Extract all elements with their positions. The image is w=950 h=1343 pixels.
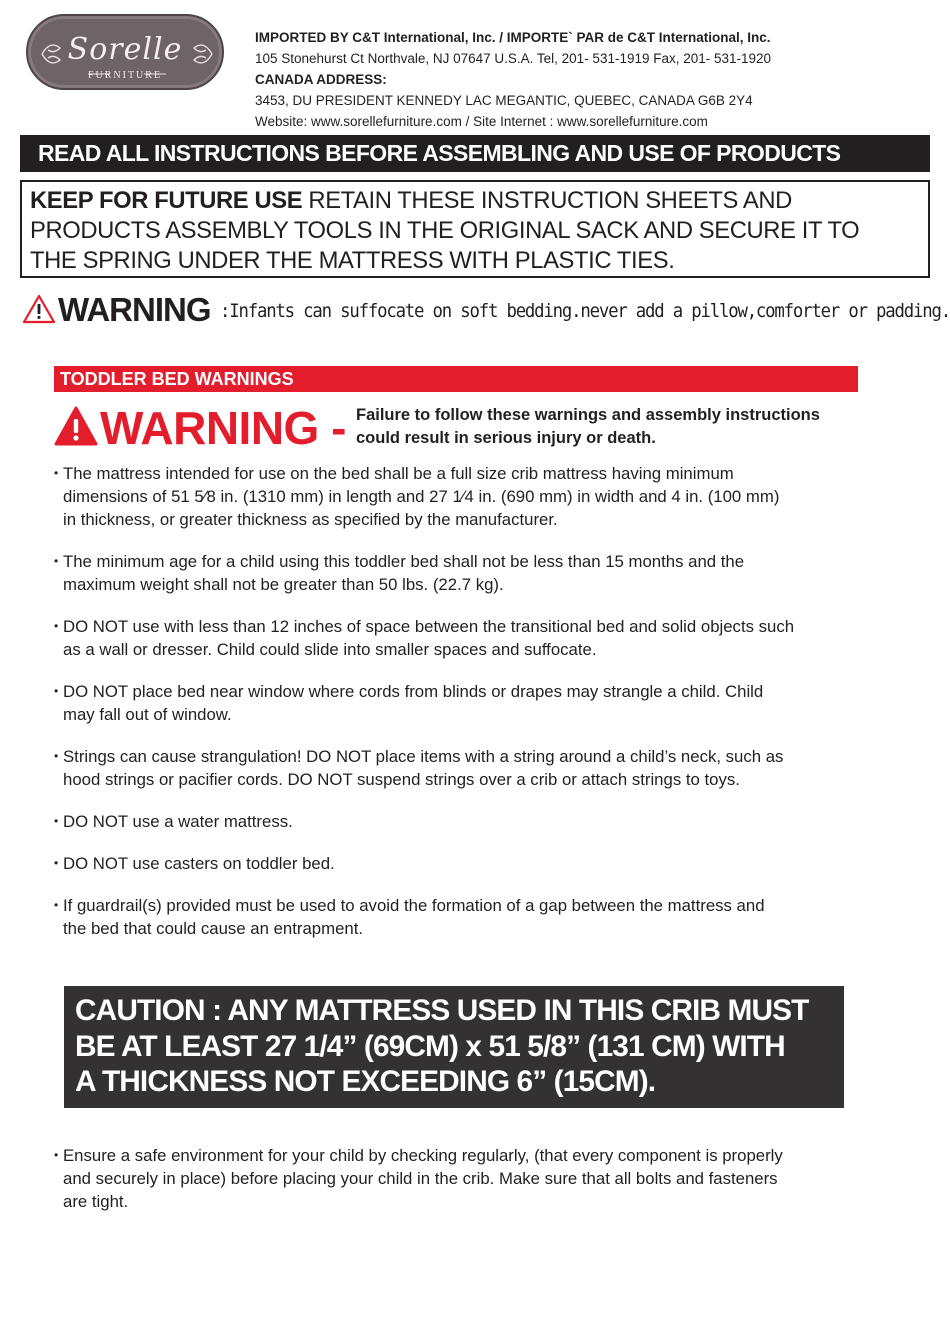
warning-triangle-red-icon — [54, 406, 98, 446]
list-item-line: Strings can cause strangulation! DO NOT place items with a string around a child’s neck, such as — [63, 747, 784, 766]
keep-text-line-2: PRODUCTS ASSEMBLY TOOLS IN THE ORIGINAL SACK AND SECURE IT TO — [30, 217, 860, 244]
failure-warning-line-2: could result in serious injury or death. — [356, 429, 656, 447]
keep-text-line-3: THE SPRING UNDER THE MATTRESS WITH PLASTIC TIES. — [30, 247, 675, 274]
list-item: • DO NOT use a water mattress. — [54, 810, 854, 833]
sorelle-logo — [26, 14, 224, 90]
failure-warning-text — [356, 404, 820, 450]
list-item-line: DO NOT use with less than 12 inches of space between the transitional bed and solid objects such — [63, 617, 795, 636]
list-item: • The mattress intended for use on the bed shall be a full size crib mattress having minimum dimensions of 51 5⁄8 in. (1310 mm) in length and 27 1⁄4 in. (690 mm) in width and 4 in. (100 mm) in thickness, or greater thickness as specified by the manufacturer. — [54, 462, 854, 531]
canada-address-label: CANADA ADDRESS: — [255, 72, 387, 87]
list-item: • Ensure a safe environment for your child by checking regularly, (that every component is properly and securely in place) before placing your child in the crib. Make sure that all bolts and fasteners are tight. — [54, 1144, 854, 1213]
importer-line: IMPORTED BY C&T International, Inc. / IMPORTE` PAR de C&T International, Inc. — [255, 30, 771, 45]
list-item: • DO NOT use casters on toddler bed. — [54, 852, 854, 875]
list-item-line: DO NOT use casters on toddler bed. — [63, 854, 335, 873]
warning-word: WARNING — [58, 291, 211, 328]
list-item-line: dimensions of 51 5⁄8 in. (1310 mm) in length and 27 1⁄4 in. (690 mm) in width and 4 in. (100 mm) — [63, 487, 780, 506]
list-item-line: in thickness, or greater thickness as specified by the manufacturer. — [63, 510, 558, 529]
list-item-line: The mattress intended for use on the bed shall be a full size crib mattress having minimum — [63, 464, 734, 483]
caution-line-2: BE AT LEAST 27 1/4” (69CM) x 51 5/8” (131 CM) WITH — [75, 1029, 785, 1063]
list-item: • DO NOT place bed near window where cords from blinds or drapes may strangle a child. Child may fall out of window. — [54, 680, 854, 726]
keep-for-future-use-box — [20, 180, 930, 278]
suffocation-warning-text: :Infants can suffocate on soft bedding.never add a pillow,comforter or padding. — [220, 300, 950, 322]
list-item-line: are tight. — [63, 1192, 129, 1211]
read-instructions-banner: READ ALL INSTRUCTIONS BEFORE ASSEMBLING AND USE OF PRODUCTS — [20, 135, 930, 172]
caution-line-1: CAUTION : ANY MATTRESS USED IN THIS CRIB MUST — [75, 994, 809, 1027]
list-item-line: Ensure a safe environment for your child by checking regularly, (that every component is properly — [63, 1146, 783, 1165]
list-item: • Strings can cause strangulation! DO NOT place items with a string around a child’s neck, such as hood strings or pacifier cords. DO NOT suspend strings over a crib or attach strings to toys. — [54, 745, 854, 791]
keep-text-line-1: RETAIN THESE INSTRUCTION SHEETS AND — [302, 187, 792, 214]
list-item-line: and securely in place) before placing your child in the crib. Make sure that all bolts and fasteners — [63, 1169, 778, 1188]
list-item: • If guardrail(s) provided must be used to avoid the formation of a gap between the mattress and the bed that could cause an entrapment. — [54, 894, 854, 940]
failure-warning-line-1: Failure to follow these warnings and assembly instructions — [356, 406, 820, 424]
list-item-line: the bed that could cause an entrapment. — [63, 919, 364, 938]
list-item-line: DO NOT place bed near window where cords from blinds or drapes may strangle a child. Child — [63, 682, 764, 701]
us-address: 105 Stonehurst Ct Northvale, NJ 07647 U.S.A. Tel, 201- 531-1919 Fax, 201- 531-1920 — [255, 51, 772, 66]
list-item-line: as a wall or dresser. Child could slide into smaller spaces and suffocate. — [63, 640, 597, 659]
list-item-line: may fall out of window. — [63, 705, 232, 724]
list-item-line: hood strings or pacifier cords. DO NOT suspend strings over a crib or attach strings to toys. — [63, 770, 740, 789]
logo-subtitle: FURNITURE — [87, 70, 163, 81]
importer-info — [255, 27, 771, 132]
list-item-line: DO NOT use a water mattress. — [63, 812, 293, 831]
toddler-warning-list — [54, 462, 854, 959]
website-line: Website: www.sorellefurniture.com / Site Internet : www.sorellefurniture.com — [255, 114, 708, 129]
list-item: • DO NOT use with less than 12 inches of space between the transitional bed and solid objects such as a wall or dresser. Child could slide into smaller spaces and suffocate. — [54, 615, 854, 661]
warning-word-red: WARNING - — [100, 402, 346, 454]
list-item-line: If guardrail(s) provided must be used to avoid the formation of a gap between the mattress and — [63, 896, 765, 915]
warning-triangle-icon — [22, 294, 56, 324]
mattress-caution-box — [64, 986, 844, 1108]
toddler-bed-warnings-title: TODDLER BED WARNINGS — [54, 366, 858, 392]
keep-heading: KEEP FOR FUTURE USE — [30, 187, 303, 214]
list-item-line: maximum weight shall not be greater than 50 lbs. (22.7 kg). — [63, 575, 504, 594]
list-item: • The minimum age for a child using this toddler bed shall not be less than 15 months and the maximum weight shall not be greater than 50 lbs. (22.7 kg). — [54, 550, 854, 596]
canada-address: 3453, DU PRESIDENT KENNEDY LAC MEGANTIC, QUEBEC, CANADA G6B 2Y4 — [255, 93, 753, 108]
caution-line-3: A THICKNESS NOT EXCEEDING 6” (15CM). — [75, 1065, 656, 1098]
logo-name: Sorelle — [67, 32, 183, 67]
list-item-line: The minimum age for a child using this toddler bed shall not be less than 15 months and the — [63, 552, 745, 571]
safety-note — [54, 1144, 854, 1232]
